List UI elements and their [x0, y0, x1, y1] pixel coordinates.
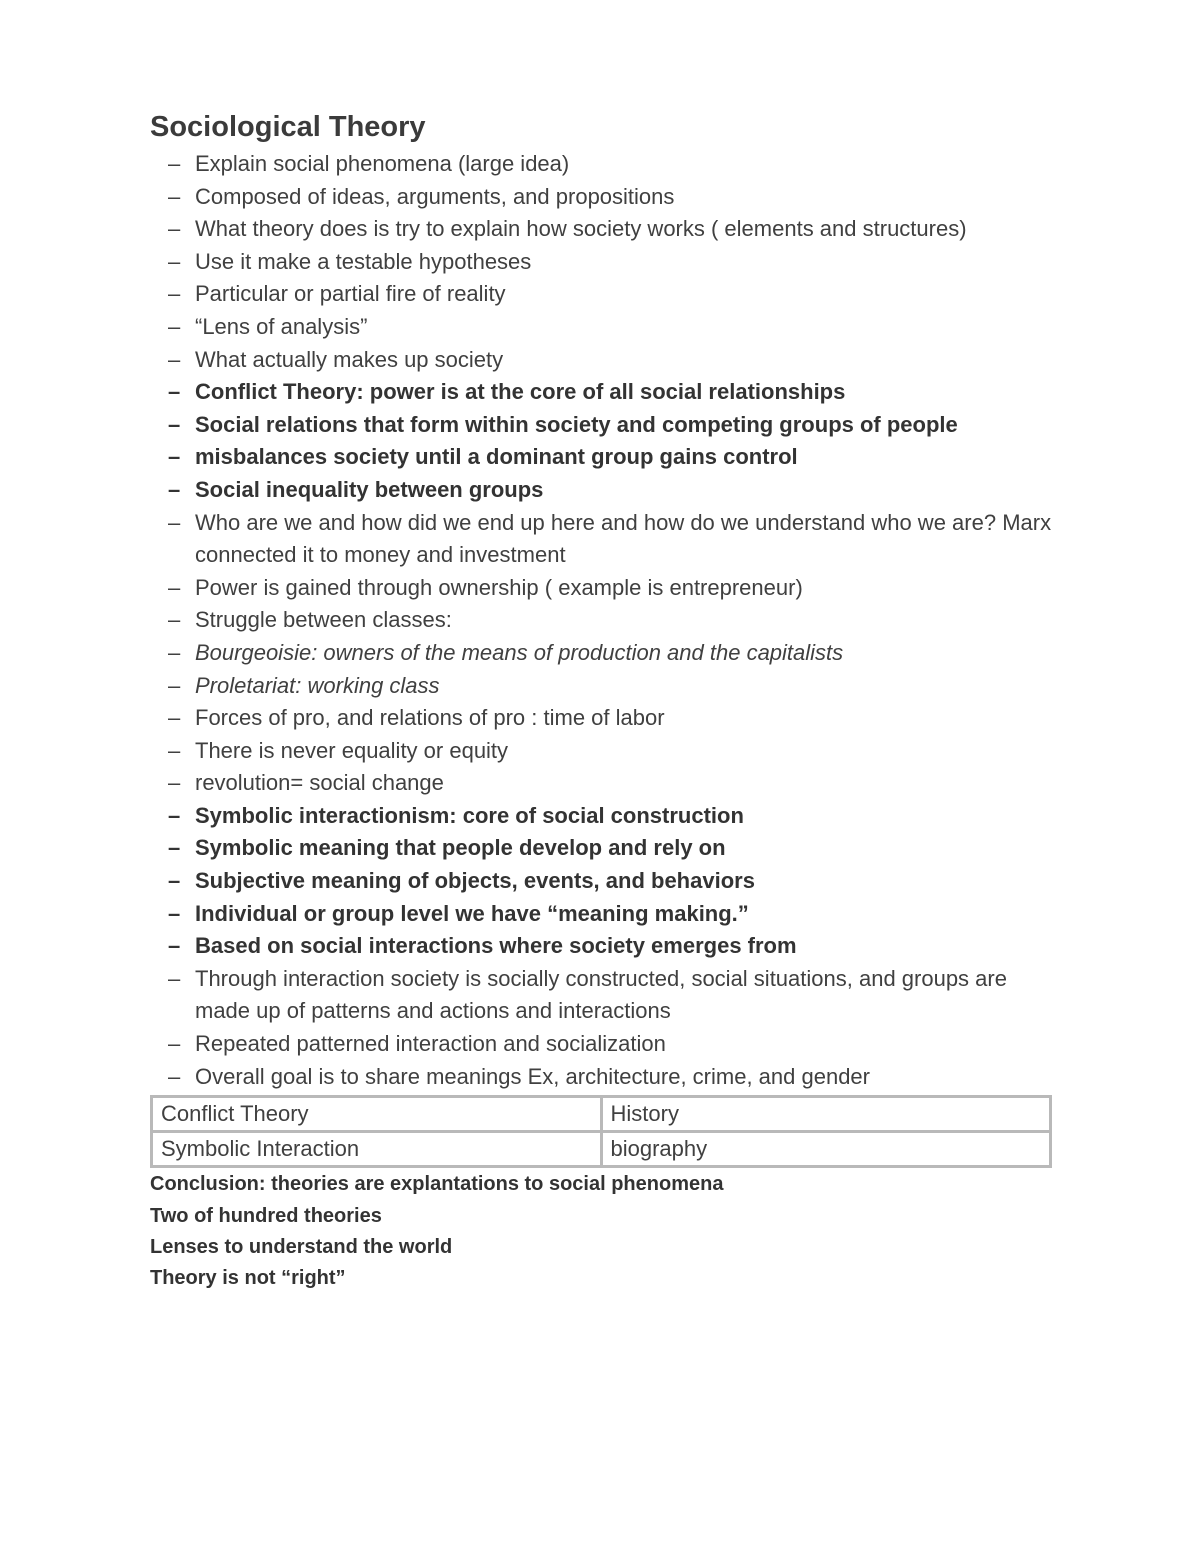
bullet-dash: – — [168, 411, 181, 437]
bullet-dash: – — [168, 639, 181, 665]
bullet-dash: – — [168, 1063, 181, 1089]
bullet-dash: – — [168, 313, 181, 339]
bullet-text: Particular or partial fire of reality — [195, 281, 506, 307]
bullet-item — [150, 832, 1055, 865]
bullet-dash: – — [168, 444, 181, 470]
bullet-item — [150, 507, 1055, 572]
bullet-dash: – — [168, 281, 181, 307]
bullet-item — [150, 898, 1055, 931]
bullet-dash: – — [168, 835, 181, 861]
bullet-item — [150, 344, 1055, 377]
bullet-dash: – — [168, 868, 181, 894]
bullet-text: Symbolic interactionism: core of social construction — [195, 802, 744, 828]
page-title: Sociological Theory — [150, 111, 426, 143]
bullet-item — [150, 181, 1055, 214]
theory-table — [150, 1095, 1052, 1168]
bullet-text: Social inequality between groups — [195, 476, 544, 502]
bullet-dash: – — [168, 248, 181, 274]
bullet-item — [150, 604, 1055, 637]
bullet-text: Based on social interactions where society emerges from — [195, 933, 797, 959]
bullet-dash: – — [168, 672, 181, 698]
conclusion-line: Two of hundred theories — [150, 1204, 382, 1227]
bullet-text: Forces of pro, and relations of pro : time of labor — [195, 705, 665, 731]
bullet-item — [150, 800, 1055, 833]
bullet-item — [150, 409, 1055, 442]
bullet-dash: – — [168, 509, 181, 535]
bullet-text: Repeated patterned interaction and socialization — [195, 1031, 666, 1057]
bullet-text: Through interaction society is socially constructed, social situations, and groups are made up of patterns and actions and interactions — [195, 965, 1007, 1024]
bullet-item — [150, 441, 1055, 474]
bullet-text: Struggle between classes: — [195, 607, 452, 633]
bullet-text: Who are we and how did we end up here and how do we understand who we are? Marx connected it to money and investment — [195, 509, 1052, 568]
bullet-item — [150, 767, 1055, 800]
table-row — [152, 1132, 1051, 1167]
bullet-item — [150, 572, 1055, 605]
bullet-text: Explain social phenomena (large idea) — [195, 151, 570, 176]
bullet-item — [150, 474, 1055, 507]
bullet-dash: – — [168, 476, 181, 502]
bullet-text: There is never equality or equity — [195, 737, 509, 763]
bullet-dash: – — [168, 379, 181, 405]
bullet-text: Individual or group level we have “meaning making.” — [195, 900, 749, 926]
bullet-text: Use it make a testable hypotheses — [195, 248, 532, 274]
document-page — [150, 108, 1055, 1294]
table-row — [152, 1097, 1051, 1132]
conclusion-line: Lenses to understand the world — [150, 1235, 453, 1258]
bullet-dash: – — [168, 346, 181, 372]
bullet-item — [150, 311, 1055, 344]
bullet-text: Conflict Theory: power is at the core of all social relationships — [195, 379, 846, 405]
table-cell: Conflict Theory — [152, 1097, 602, 1132]
bullet-text: revolution= social change — [195, 770, 444, 796]
table-cell: Symbolic Interaction — [152, 1132, 602, 1167]
conclusion-line: Theory is not “right” — [150, 1267, 346, 1290]
bullet-item — [150, 963, 1055, 1028]
bullet-dash: – — [168, 770, 181, 796]
bullet-text: What theory does is try to explain how society works ( elements and structures) — [195, 216, 967, 242]
bullet-dash: – — [168, 900, 181, 926]
bullet-item — [150, 278, 1055, 311]
bullet-item — [150, 702, 1055, 735]
bullet-text: Symbolic meaning that people develop and rely on — [195, 835, 726, 861]
conclusion-line: Conclusion: theories are explantations to social phenomena — [150, 1173, 724, 1196]
bullet-item — [150, 865, 1055, 898]
bullet-list — [150, 148, 1055, 1093]
bullet-text: What actually makes up society — [195, 346, 504, 372]
bullet-item — [150, 213, 1055, 246]
bullet-item — [150, 376, 1055, 409]
bullet-dash: – — [168, 216, 181, 242]
bullet-item — [150, 735, 1055, 768]
bullet-text: misbalances society until a dominant group gains control — [195, 444, 798, 470]
bullet-dash: – — [168, 933, 181, 959]
bullet-text: Social relations that form within society and competing groups of people — [195, 411, 958, 437]
bullet-item — [150, 637, 1055, 670]
bullet-item — [150, 930, 1055, 963]
table-cell: biography — [601, 1132, 1051, 1167]
bullet-text: Subjective meaning of objects, events, and behaviors — [195, 868, 755, 894]
bullet-dash: – — [168, 574, 181, 600]
bullet-dash: – — [168, 802, 181, 828]
bullet-item — [150, 246, 1055, 279]
bullet-item — [150, 1028, 1055, 1061]
table-cell: History — [601, 1097, 1051, 1132]
bullet-text: Overall goal is to share meanings Ex, architecture, crime, and gender — [195, 1063, 870, 1089]
bullet-text: “Lens of analysis” — [195, 313, 368, 339]
bullet-item — [150, 1061, 1055, 1094]
bullet-text: Power is gained through ownership ( example is entrepreneur) — [195, 574, 803, 600]
bullet-text: Bourgeoisie: owners of the means of production and the capitalists — [195, 639, 844, 665]
bullet-dash: – — [168, 705, 181, 731]
bullet-text: Composed of ideas, arguments, and propositions — [195, 183, 675, 209]
bullet-text: Proletariat: working class — [195, 672, 440, 698]
bullet-dash: – — [168, 965, 181, 991]
bullet-dash: – — [168, 183, 181, 209]
bullet-item — [150, 148, 1055, 181]
conclusion-block — [150, 1169, 1055, 1294]
bullet-dash: – — [168, 151, 181, 176]
bullet-dash: – — [168, 737, 181, 763]
bullet-dash: – — [168, 1031, 181, 1057]
bullet-item — [150, 670, 1055, 703]
bullet-dash: – — [168, 607, 181, 633]
